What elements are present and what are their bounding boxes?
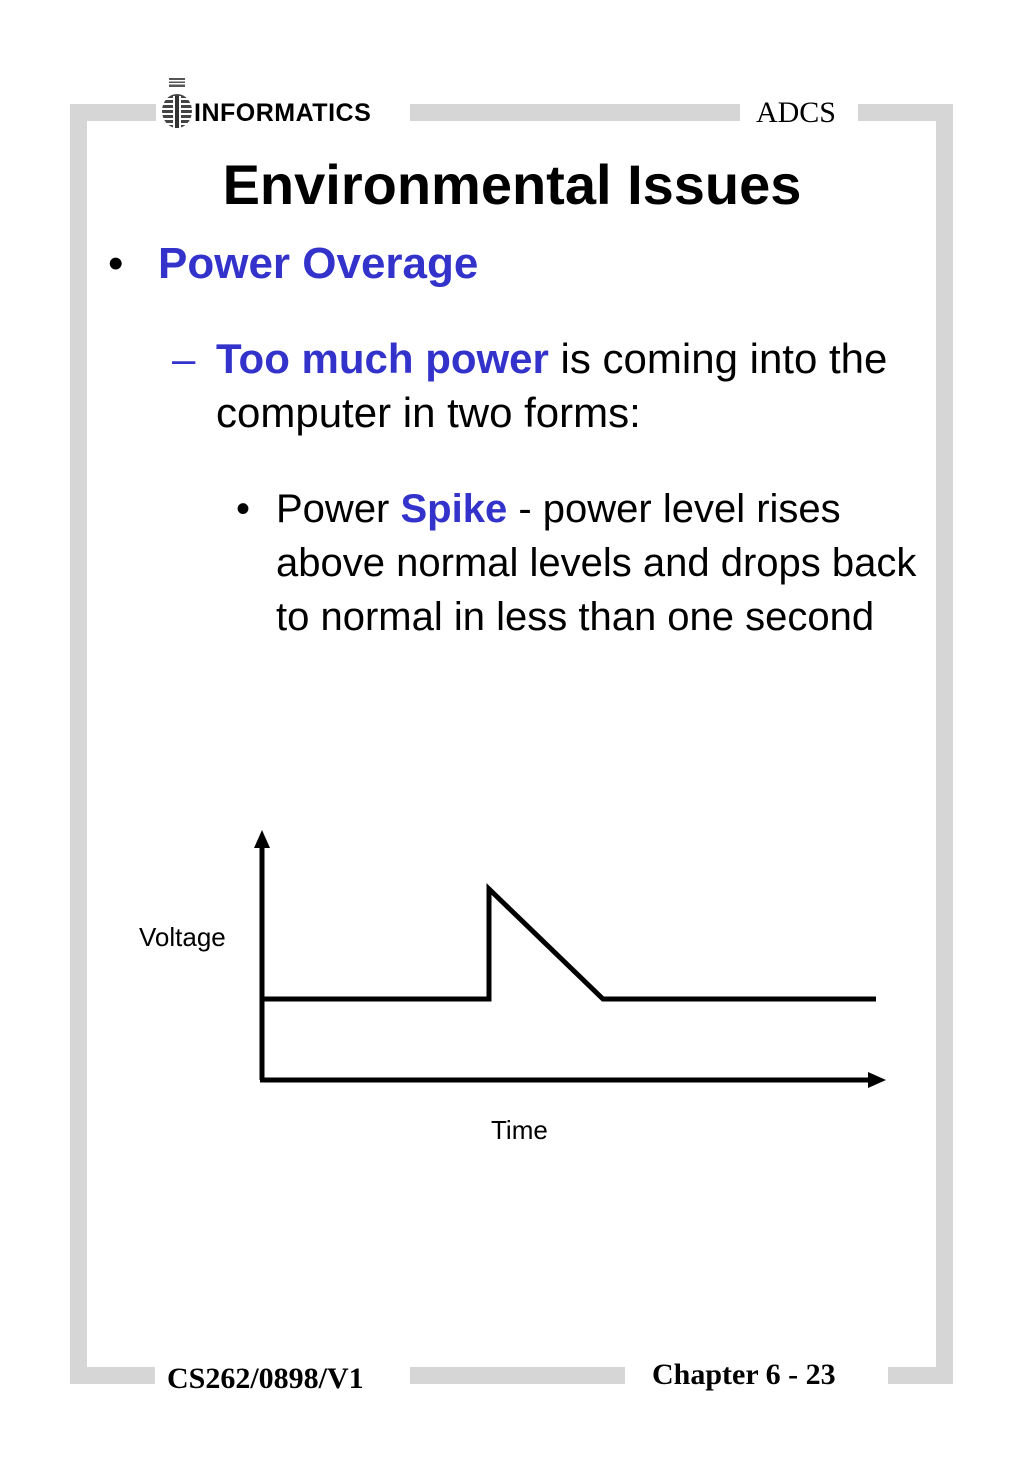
sub-bullet-text [276, 482, 936, 644]
sub-bullet-emphasis: Spike [400, 487, 508, 531]
course-label: ADCS [746, 94, 846, 132]
voltage-trace [262, 889, 876, 999]
footer-course-code: CS262/0898/V1 [155, 1360, 376, 1398]
slide-title: Environmental Issues [222, 153, 802, 216]
bullet-dot-icon: • [108, 239, 124, 288]
y-axis-label: Voltage [139, 922, 226, 952]
bullet-text: Power Overage [158, 239, 479, 288]
logo-text: INFORMATICS [194, 99, 372, 127]
frame-bottom-bar-middle [410, 1367, 625, 1384]
x-axis-label: Time [491, 1115, 548, 1145]
frame-bottom-bar-right [888, 1367, 953, 1384]
frame-left-bar [70, 104, 87, 1384]
footer-chapter-page: Chapter 6 - 23 [640, 1356, 848, 1394]
dash-icon: – [172, 335, 196, 382]
sub-bullet-body: - power level rises above normal levels and drops back to normal in less than one second [276, 487, 917, 639]
dash-text [216, 332, 906, 440]
sub-bullet-dot-icon: • [236, 487, 251, 531]
dash-emphasis: Too much power [216, 335, 549, 382]
informatics-logo-icon [160, 78, 194, 130]
frame-right-bar [936, 104, 953, 1384]
informatics-logo [156, 74, 377, 130]
y-axis-arrowhead [254, 830, 270, 848]
frame-bottom-bar-left [70, 1367, 160, 1384]
x-axis-arrowhead [868, 1072, 886, 1088]
frame-top-bar-middle [410, 104, 740, 121]
sub-bullet-prefix: Power [276, 487, 401, 531]
dash-body: is coming into the computer in two forms: [216, 335, 888, 436]
